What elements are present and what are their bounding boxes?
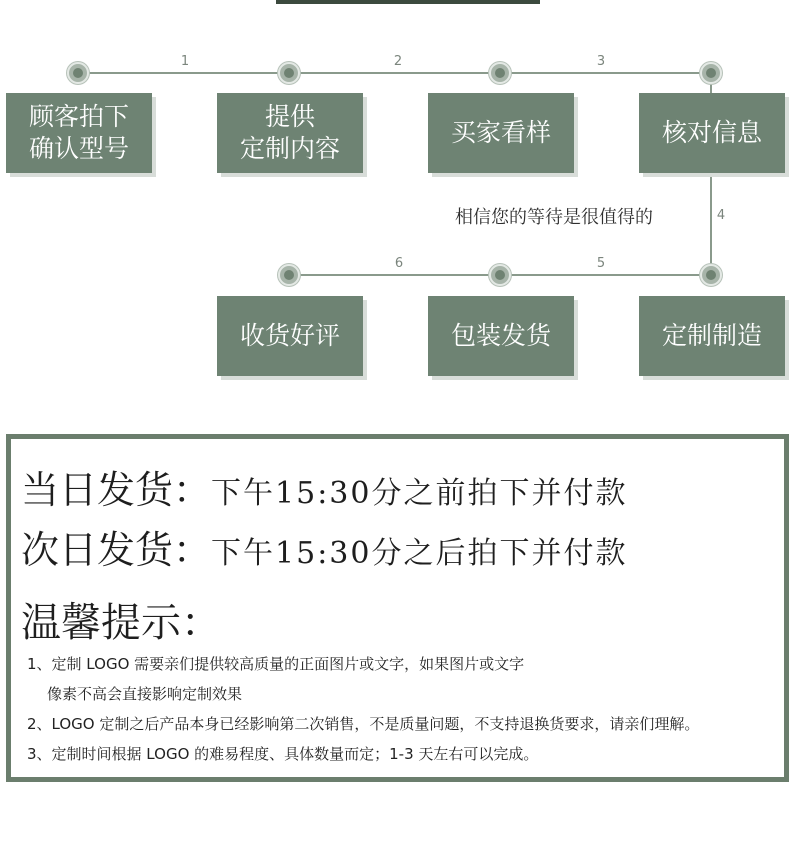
next-day-colon: ： <box>173 528 212 572</box>
step-box-manufacture <box>639 296 785 376</box>
flow-node-7 <box>278 264 300 286</box>
step-box-verify-info <box>639 93 785 173</box>
step-label: 核对信息 <box>661 118 762 147</box>
tip-1-continued: 像素不高会直接影响定制效果 <box>47 685 243 703</box>
step-label: 顾客拍下 确认型号 <box>28 102 129 163</box>
process-flow <box>0 0 790 400</box>
step-box-receive-review <box>217 296 363 376</box>
flow-node-4 <box>700 62 722 84</box>
step-label: 定制制造 <box>661 321 762 350</box>
same-day-heading: 当日发货 <box>21 468 174 512</box>
wait-note: 相信您的等待是很值得的 <box>455 207 653 228</box>
tip-3: 3、定制时间根据 LOGO 的难易程度、具体数量而定；1-3 天左右可以完成。 <box>27 745 539 763</box>
step-label: 包装发货 <box>450 321 551 350</box>
flow-node-3 <box>489 62 511 84</box>
step-number-3: 3 <box>596 54 606 69</box>
tip-1: 1、定制 LOGO 需要亲们提供较高质量的正面图片或文字，如果图片或文字 <box>27 655 525 673</box>
next-day-shipping <box>21 519 628 574</box>
tips-title: 温馨提示： <box>21 600 221 646</box>
flow-line-top <box>78 72 711 74</box>
flow-node-5 <box>700 264 722 286</box>
step-label: 收货好评 <box>239 321 340 350</box>
shipping-notice-panel <box>6 434 789 782</box>
same-day-colon: ： <box>173 468 212 512</box>
flow-line-right-vertical <box>710 172 712 275</box>
tip-2: 2、LOGO 定制之后产品本身已经影响第二次销售，不是质量问题，不支持退换货要求，请亲们理解。 <box>27 715 700 733</box>
step-number-6: 6 <box>394 256 404 271</box>
step-label: 买家看样 <box>450 118 551 147</box>
next-day-heading: 次日发货 <box>21 528 174 572</box>
step-label: 提供 定制内容 <box>239 102 340 163</box>
same-day-shipping <box>21 459 628 514</box>
flow-node-2 <box>278 62 300 84</box>
same-day-text: 下午15:30分之前拍下并付款 <box>211 476 628 511</box>
step-number-5: 5 <box>596 256 606 271</box>
step-box-customer-order <box>6 93 152 173</box>
step-box-pack-ship <box>428 296 574 376</box>
step-number-4: 4 <box>716 208 726 223</box>
flow-node-6 <box>489 264 511 286</box>
step-number-1: 1 <box>180 54 190 69</box>
next-day-text: 下午15:30分之后拍下并付款 <box>211 536 628 571</box>
step-box-buyer-review <box>428 93 574 173</box>
flow-node-1 <box>67 62 89 84</box>
step-number-2: 2 <box>393 54 403 69</box>
step-box-provide-content <box>217 93 363 173</box>
